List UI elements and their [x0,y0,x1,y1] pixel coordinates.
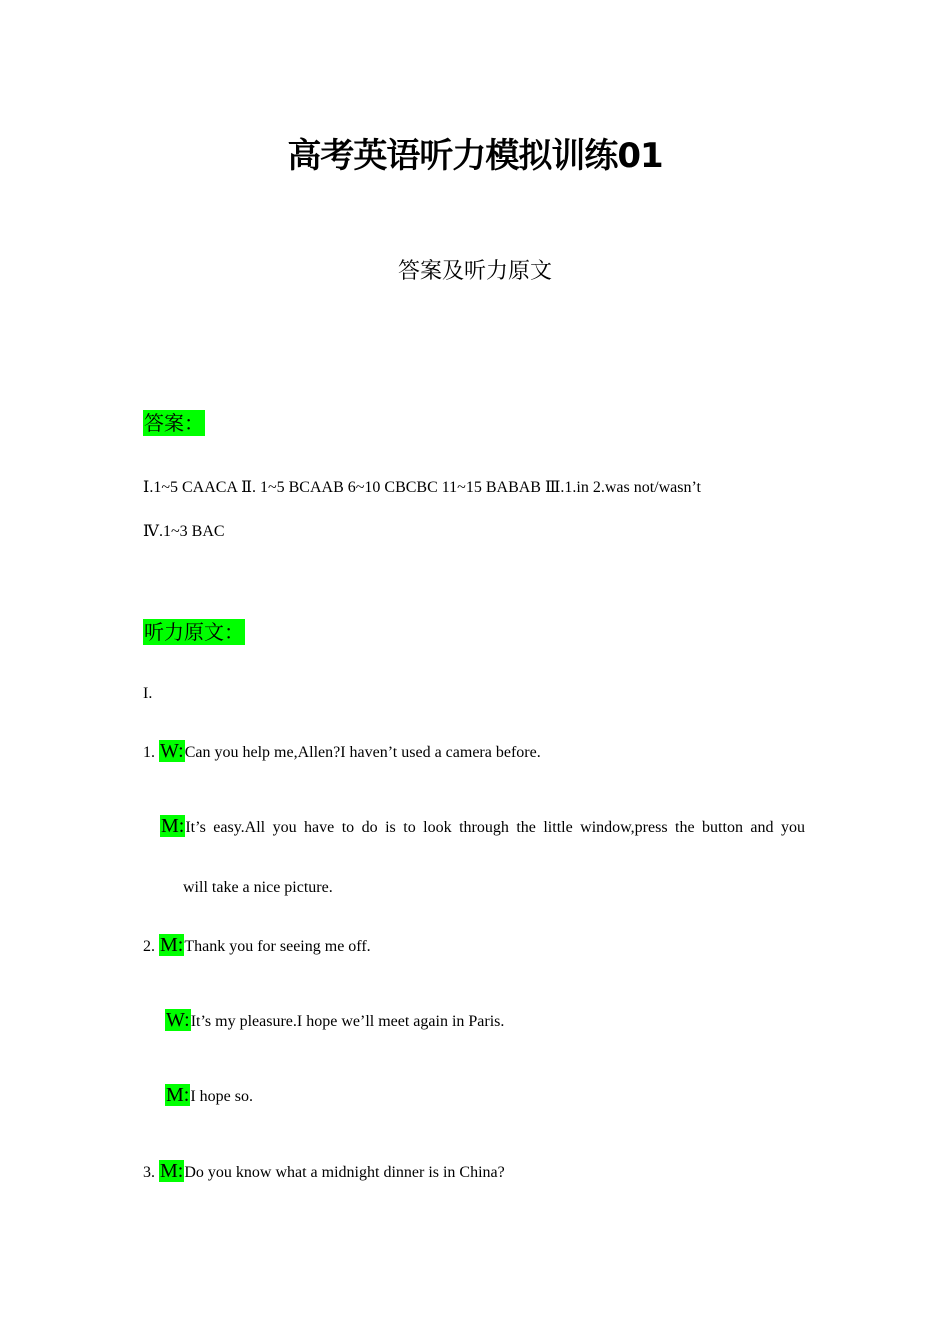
page-title: 高考英语听力模拟训练01 [287,136,663,176]
speaker-label: M: [160,934,184,956]
section-label: I. [143,685,153,702]
speaker-label: W: [160,740,184,762]
speaker-label: M: [160,1160,184,1182]
dialogue-text: It’s my pleasure.I hope we’ll meet again in Paris. [190,1013,505,1030]
page-subtitle: 答案及听力原文 [397,259,552,284]
speaker-label: M: [161,815,185,837]
dialogue-line [143,740,541,762]
dialogue-text: It’s easy.All you have to do is to look through the little window,press the button and you [185,819,805,836]
answers-line-1: Ⅰ.1~5 CAACA Ⅱ. 1~5 BCAAB 6~10 CBCBC 11~15 BABAB Ⅲ.1.in 2.was not/wasn’t [143,479,701,496]
dialogue-line [165,1084,253,1106]
dialogue-line [165,1009,504,1031]
dialogue-text: Do you know what a midnight dinner is in China? [184,1164,505,1181]
answers-line-2: Ⅳ.1~3 BAC [143,523,225,540]
dialogue-text: Thank you for seeing me off. [184,938,371,955]
dialogue-line [143,934,371,956]
dialogue-line [143,1160,505,1182]
speaker-label: W: [166,1009,190,1031]
answers-heading [143,410,205,436]
item-number: 2. [143,938,155,955]
dialogue-continuation: will take a nice picture. [183,879,333,896]
item-number: 1. [143,744,155,761]
speaker-label: M: [166,1084,190,1106]
answers-heading-label: 答案： [144,411,204,435]
dialogue-text: Can you help me,Allen?I haven’t used a camera before. [184,744,541,761]
dialogue-text: I hope so. [190,1088,253,1105]
transcript-heading [143,619,245,645]
dialogue-line [160,815,805,837]
item-number: 3. [143,1164,155,1181]
transcript-heading-label: 听力原文： [144,620,244,644]
